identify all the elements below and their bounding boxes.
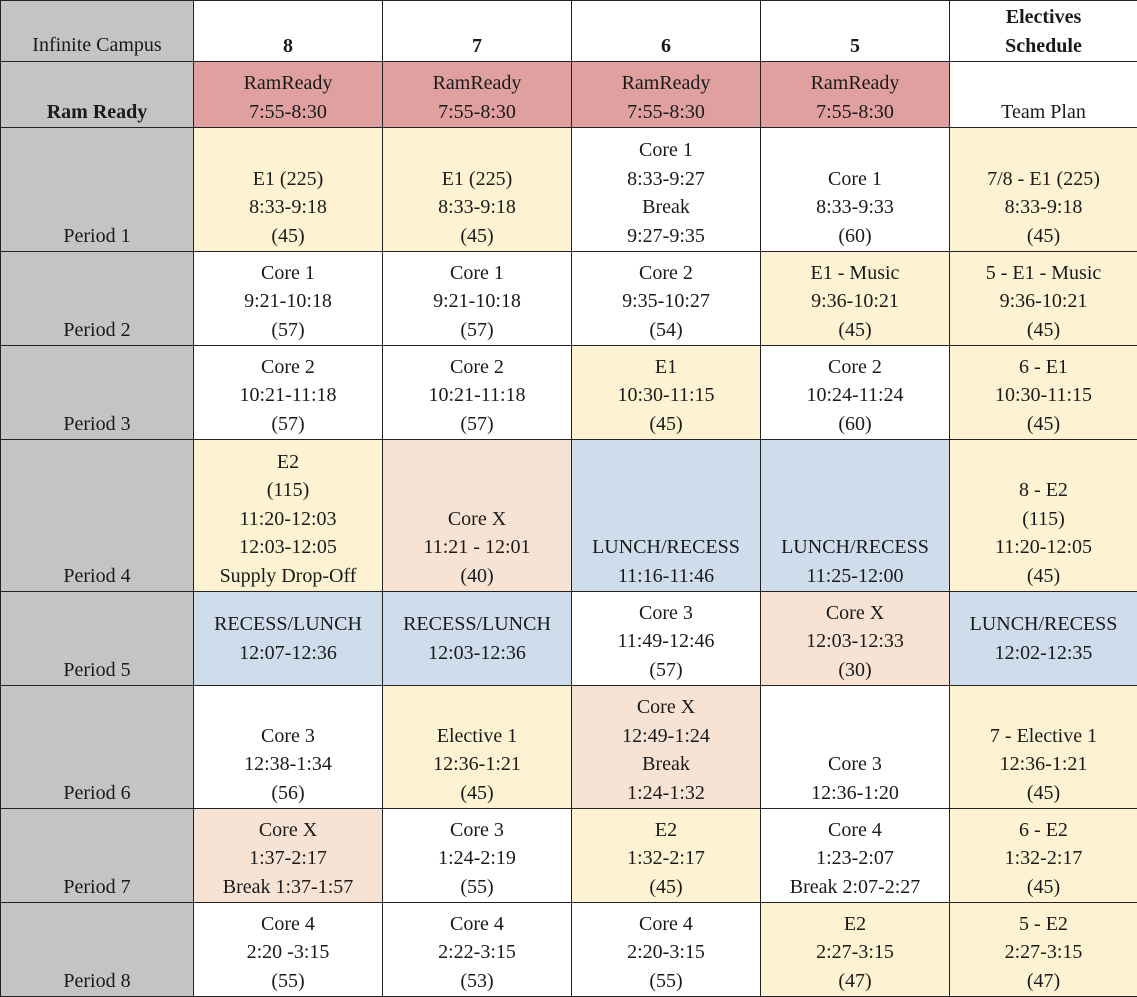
cell-text-line: (45) [649,412,683,435]
grade-8-header: 8 [194,1,383,62]
cell-text-line: 9:27-9:35 [627,224,705,247]
cell-text-line: 11:20-12:03 [239,507,337,530]
cell-text-line: E2 [654,818,678,841]
grade-8-schedule-cell [194,252,383,346]
cell-text-line: (55) [271,969,305,992]
cell-text-line: (45) [1026,875,1061,898]
electives-schedule-cell [950,903,1137,997]
cell-text-line: (45) [1026,412,1061,435]
cell-text-line: 12:49-1:24 [622,724,710,747]
cell-text-line: Break [642,196,690,218]
cell-text-line: (60) [838,412,872,435]
grade-6-schedule-cell [572,346,761,440]
cell-text-line: 9:21-10:18 [244,290,332,312]
row-label: Period 7 [1,809,194,903]
cell-text-line: (57) [460,412,494,435]
cell-text-line: RamReady [810,72,900,94]
cell-text-line: 12:03-12:33 [806,630,904,652]
schedule-row [1,903,1137,997]
grade-7-schedule-cell [383,686,572,809]
cell-text-line: 10:21-11:18 [428,384,526,406]
grade-8-schedule-cell [194,809,383,903]
cell-text-line: 2:20 -3:15 [246,941,330,963]
cell-text-line: 9:35-10:27 [622,290,710,312]
grade-8-schedule-cell [194,686,383,809]
cell-text-line: 12:36-1:20 [811,781,899,804]
grade-6-schedule-cell [572,686,761,809]
cell-text-line: Core X [258,818,318,841]
cell-text-line: 12:38-1:34 [244,753,332,775]
cell-text-line: Elective 1 [436,724,518,747]
cell-text-line: 8:33-9:33 [816,196,894,218]
grade-6-schedule-cell [572,440,761,592]
electives-schedule-cell [950,128,1137,252]
cell-text-line: 6 - E1 [1019,355,1068,378]
cell-text-line: 7:55-8:30 [816,100,894,123]
schedule-row [1,252,1137,346]
cell-text-line: (55) [649,969,683,992]
cell-text-line: (56) [271,781,305,804]
cell-text-line: 5 - E2 [1019,912,1068,935]
cell-text-line: (57) [460,318,494,341]
cell-text-line: Core 3 [450,818,504,841]
cell-text-line: (47) [1026,969,1061,992]
grade-8-schedule-cell [194,128,383,252]
header-row [1,1,1137,62]
cell-text-line: (54) [649,318,683,341]
schedule-row [1,592,1137,686]
electives-schedule-cell [950,686,1137,809]
grade-5-header: 5 [761,1,950,62]
cell-text-line: (115) [266,479,310,501]
grade-6-header: 6 [572,1,761,62]
cell-text-line: 11:21 - 12:01 [423,536,531,558]
cell-text-line: Core 3 [828,753,882,775]
row-label: Period 4 [1,440,194,592]
cell-text-line: Break 2:07-2:27 [789,875,921,898]
grade-6-schedule-cell [572,252,761,346]
cell-text-line: Core 2 [450,355,504,378]
cell-text-line: RamReady [621,72,711,94]
grade-7-schedule-cell [383,252,572,346]
cell-text-line: 11:16-11:46 [617,564,715,587]
cell-text-line: Core 4 [261,912,315,935]
row-label: Period 5 [1,592,194,686]
cell-text-line: 7/8 - E1 (225) [987,167,1100,190]
cell-text-line: Core 4 [828,818,882,841]
grade-5-schedule-cell [761,62,950,128]
cell-text-line: 10:30-11:15 [617,384,715,406]
grade-6-schedule-cell [572,62,761,128]
cell-text-line: 12:02-12:35 [994,641,1093,664]
electives-schedule-cell [950,809,1137,903]
cell-text-line: RECESS/LUNCH [214,613,362,635]
cell-text-line: (53) [460,969,494,992]
cell-text-line: Core 4 [639,912,693,935]
cell-text-line: (57) [271,412,305,435]
grade-5-schedule-cell [761,686,950,809]
row-label: Ram Ready [1,62,194,128]
schedule-row [1,686,1137,809]
row-label: Period 3 [1,346,194,440]
cell-text-line: 12:07-12:36 [239,641,337,664]
grade-5-schedule-cell [761,592,950,686]
cell-text-line: 10:24-11:24 [806,384,904,406]
cell-text-line: 7 - Elective 1 [989,724,1098,747]
cell-text-line: 2:27-3:15 [816,941,894,963]
grade-6-schedule-cell [572,809,761,903]
grade-7-schedule-cell [383,62,572,128]
cell-text-line: 8:33-9:18 [438,196,516,218]
cell-text-line: E1 - Music [810,261,900,284]
grade-8-schedule-cell [194,903,383,997]
grade-5-schedule-cell [761,346,950,440]
cell-text-line: 2:20-3:15 [627,941,705,963]
cell-text-line: 12:03-12:05 [239,536,337,558]
schedule-row [1,128,1137,252]
cell-text-line: Core 4 [450,912,504,935]
grade-5-schedule-cell [761,809,950,903]
cell-text-line: 9:36-10:21 [999,290,1088,312]
cell-text-line: Core 2 [828,355,882,378]
grade-8-schedule-cell [194,592,383,686]
electives-schedule-header [950,1,1137,62]
cell-text-line: E1 (225) [252,167,324,190]
grade-7-schedule-cell [383,903,572,997]
cell-text-line: 8:33-9:18 [249,196,327,218]
cell-text-line: 2:27-3:15 [1004,941,1083,963]
cell-text-line: (55) [460,875,494,898]
row-label: Period 8 [1,903,194,997]
cell-text-line: (45) [1026,781,1061,804]
grade-7-schedule-cell [383,346,572,440]
cell-text-line: 11:20-12:05 [994,536,1093,558]
electives-schedule-cell [950,252,1137,346]
schedule-row [1,440,1137,592]
electives-schedule-cell [950,592,1137,686]
grade-5-schedule-cell [761,128,950,252]
cell-text-line: 12:36-1:21 [999,753,1088,775]
cell-text-line: Core 2 [261,355,315,378]
cell-text-line: 1:32-2:17 [1004,847,1083,869]
cell-text-line: (45) [271,224,305,247]
cell-text-line: 2:22-3:15 [438,941,516,963]
cell-text-line: Team Plan [1001,100,1086,123]
cell-text-line: Core 1 [828,167,882,190]
grade-5-schedule-cell [761,903,950,997]
cell-text-line: 8 - E2 [1019,479,1068,501]
grade-6-schedule-cell [572,128,761,252]
cell-text-line: E1 [654,355,678,378]
cell-text-line: LUNCH/RECESS [969,613,1118,635]
grade-8-schedule-cell [194,62,383,128]
cell-text-line: 1:24-1:32 [627,781,705,804]
grade-6-schedule-cell [572,903,761,997]
cell-text-line: RECESS/LUNCH [403,613,551,635]
cell-text-line: LUNCH/RECESS [781,536,929,558]
cell-text-line: 1:32-2:17 [627,847,705,869]
cell-text-line: Core 3 [639,601,693,624]
cell-text-line: Core 1 [450,261,504,284]
cell-text-line: RamReady [432,72,522,94]
cell-text-line: 7:55-8:30 [249,100,327,123]
electives-header-line: Electives [1005,6,1082,28]
cell-text-line: Break 1:37-1:57 [222,875,354,898]
cell-text-line: Core 3 [261,724,315,747]
electives-schedule-cell [950,346,1137,440]
grade-7-schedule-cell [383,440,572,592]
grade-8-schedule-cell [194,440,383,592]
schedule-row [1,809,1137,903]
cell-text-line: LUNCH/RECESS [592,536,740,558]
grade-7-schedule-cell [383,592,572,686]
cell-text-line: (45) [460,781,494,804]
cell-text-line: (45) [1026,564,1061,587]
cell-text-line: (57) [271,318,305,341]
cell-text-line: Core X [636,696,696,718]
cell-text-line: RamReady [243,72,333,94]
grade-8-schedule-cell [194,346,383,440]
cell-text-line: (45) [838,318,872,341]
cell-text-line: 10:21-11:18 [239,384,337,406]
cell-text-line: E1 (225) [441,167,513,190]
cell-text-line: 5 - E1 - Music [985,261,1102,284]
cell-text-line: (45) [1026,224,1061,247]
cell-text-line: (47) [838,969,872,992]
grade-7-header: 7 [383,1,572,62]
corner-label: Infinite Campus [1,1,194,62]
schedule-row [1,346,1137,440]
grade-5-schedule-cell [761,252,950,346]
electives-header-line: Schedule [1005,34,1082,57]
electives-schedule-cell [950,440,1137,592]
grade-7-schedule-cell [383,809,572,903]
schedule-row [1,62,1137,128]
cell-text-line: 11:49-12:46 [617,630,715,652]
cell-text-line: 6 - E2 [1019,818,1068,841]
cell-text-line: Core 1 [639,139,693,161]
grade-5-schedule-cell [761,440,950,592]
cell-text-line: 7:55-8:30 [438,100,516,123]
cell-text-line: 12:36-1:21 [433,753,521,775]
cell-text-line: 1:24-2:19 [438,847,516,869]
grade-7-schedule-cell [383,128,572,252]
cell-text-line: 1:23-2:07 [816,847,894,869]
row-label: Period 1 [1,128,194,252]
cell-text-line: Core X [447,507,507,530]
cell-text-line: 8:33-9:18 [1004,196,1083,218]
cell-text-line: (40) [460,564,494,587]
cell-text-line: (57) [649,658,683,681]
cell-text-line: Core 1 [261,261,315,284]
cell-text-line: E2 [843,912,867,935]
grade-6-schedule-cell [572,592,761,686]
cell-text-line: E2 [276,450,300,473]
cell-text-line: (30) [838,658,872,681]
cell-text-line: 12:03-12:36 [428,641,526,664]
cell-text-line: 1:37-2:17 [249,847,327,869]
cell-text-line: (45) [1026,318,1061,341]
cell-text-line: 8:33-9:27 [627,167,705,190]
electives-schedule-cell [950,62,1137,128]
cell-text-line: 9:36-10:21 [811,290,899,312]
cell-text-line: Break [642,753,690,775]
cell-text-line: 7:55-8:30 [627,100,705,123]
cell-text-line: 11:25-12:00 [806,564,904,587]
row-label: Period 6 [1,686,194,809]
cell-text-line: (45) [460,224,494,247]
cell-text-line: (60) [838,224,872,247]
cell-text-line: (115) [1022,507,1065,530]
cell-text-line: 9:21-10:18 [433,290,521,312]
cell-text-line: 10:30-11:15 [994,384,1093,406]
cell-text-line: Core 2 [639,261,693,284]
cell-text-line: (45) [649,875,683,898]
cell-text-line: Core X [825,601,885,624]
cell-text-line: Supply Drop-Off [219,564,357,587]
row-label: Period 2 [1,252,194,346]
